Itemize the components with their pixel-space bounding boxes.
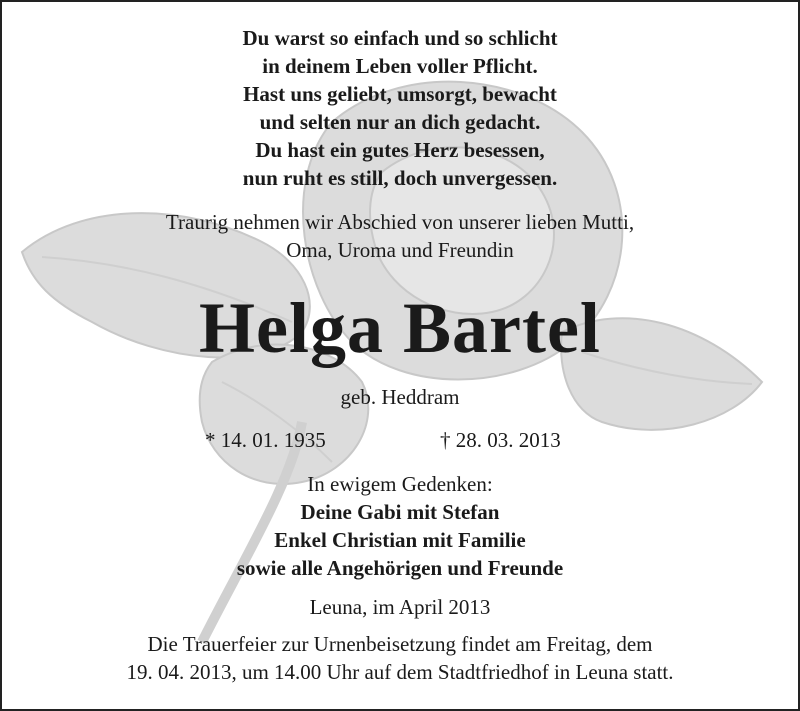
poem-line: Du warst so einfach und so schlicht (242, 26, 558, 50)
poem-line: nun ruht es still, doch unvergessen. (242, 166, 558, 190)
mourner-line: Enkel Christian mit Familie (274, 528, 526, 552)
place-date: Leuna, im April 2013 (309, 595, 491, 619)
intro-line: Traurig nehmen wir Abschied von unserer lieben Mutti, (165, 210, 635, 234)
intro-text (2, 208, 798, 264)
service-info (2, 630, 798, 686)
poem-line: und selten nur an dich gedacht. (259, 110, 541, 134)
poem-line: Hast uns geliebt, umsorgt, bewacht (243, 82, 557, 106)
deceased-name: Helga Bartel (199, 288, 601, 368)
mourners-block (2, 470, 798, 582)
maiden-name: geb. Heddram (340, 385, 460, 409)
death-date: † 28. 03. 2013 (440, 428, 561, 452)
mourner-line: Deine Gabi mit Stefan (300, 500, 500, 524)
intro-line: Oma, Uroma und Freundin (286, 238, 514, 262)
mourner-line: sowie alle Angehörigen und Freunde (236, 556, 564, 580)
poem (2, 24, 798, 192)
service-line: Die Trauerfeier zur Urnenbeisetzung findet am Freitag, dem (147, 632, 653, 656)
poem-line: Du hast ein gutes Herz besessen, (255, 138, 545, 162)
memory-heading: In ewigem Gedenken: (307, 472, 493, 496)
birth-date: * 14. 01. 1935 (205, 428, 326, 452)
poem-line: in deinem Leben voller Pflicht. (262, 54, 538, 78)
service-line: 19. 04. 2013, um 14.00 Uhr auf dem Stadtfriedhof in Leuna statt. (126, 660, 674, 684)
